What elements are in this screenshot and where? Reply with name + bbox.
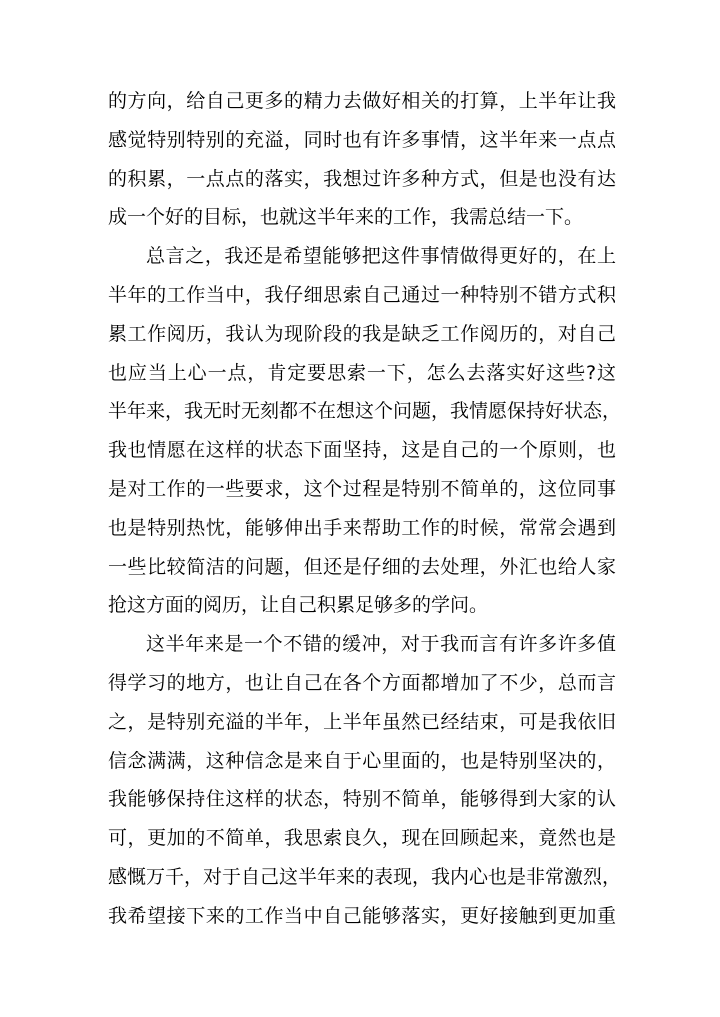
paragraph-2-line-4: 也应当上心一点，肯定要思索一下，怎么去落实好这些?这 — [108, 361, 616, 384]
paragraph-2-line-1: 总言之，我还是希望能够把这件事情做得更好的，在上 — [146, 245, 616, 268]
paragraph-1-line-1: 的方向，给自己更多的精力去做好相关的打算，上半年让我 — [108, 90, 616, 112]
paragraph-2-line-5: 半年来，我无时无刻都不在想这个问题，我情愿保持好状态， — [108, 400, 622, 423]
paragraph-2-line-9: 一些比较简洁的问题，但还是仔细的去处理，外汇也给人家 — [108, 555, 616, 578]
paragraph-1-line-4: 成一个好的目标，也就这半年来的工作，我需总结一下。 — [108, 206, 584, 229]
paragraph-2-line-3: 累工作阅历，我认为现阶段的我是缺乏工作阅历的，对自己 — [108, 322, 616, 345]
paragraph-3-line-8: 我希望接下来的工作当中自己能够落实，更好接触到更加重 — [108, 904, 616, 927]
paragraph-3-line-2: 得学习的地方，也让自己在各个方面都增加了不少，总而言 — [108, 671, 616, 694]
paragraph-2-line-10: 抢这方面的阅历，让自己积累足够多的学问。 — [108, 594, 489, 617]
paragraph-2-line-2: 半年的工作当中，我仔细思索自己通过一种特别不错方式积 — [108, 283, 616, 306]
paragraph-2-line-6: 我也情愿在这样的状态下面坚持，这是自己的一个原则，也 — [108, 439, 616, 462]
document-body — [108, 82, 622, 936]
paragraph-2-line-8: 也是特别热忱，能够伸出手来帮助工作的时候，常常会遇到 — [108, 516, 616, 539]
paragraph-3-line-6: 可，更加的不简单，我思索良久，现在回顾起来，竟然也是 — [108, 827, 616, 850]
paragraph-3-line-5: 我能够保持住这样的状态，特别不简单，能够得到大家的认 — [108, 788, 616, 811]
paragraph-1-line-3: 的积累，一点点的落实，我想过许多种方式，但是也没有达 — [108, 167, 616, 190]
paragraph-3-line-7: 感慨万千，对于自己这半年来的表现，我内心也是非常激烈， — [108, 865, 622, 888]
paragraph-3-line-1: 这半年来是一个不错的缓冲，对于我而言有许多许多值 — [146, 633, 616, 656]
paragraph-3-line-4: 信念满满，这种信念是来自于心里面的，也是特别坚决的， — [108, 749, 616, 772]
paragraph-1-line-2: 感觉特别特别的充溢，同时也有许多事情，这半年来一点点 — [108, 128, 616, 151]
paragraph-2-line-7: 是对工作的一些要求，这个过程是特别不简单的，这位同事 — [108, 477, 616, 500]
paragraph-3-line-3: 之，是特别充溢的半年，上半年虽然已经结束，可是我依旧 — [108, 710, 616, 733]
